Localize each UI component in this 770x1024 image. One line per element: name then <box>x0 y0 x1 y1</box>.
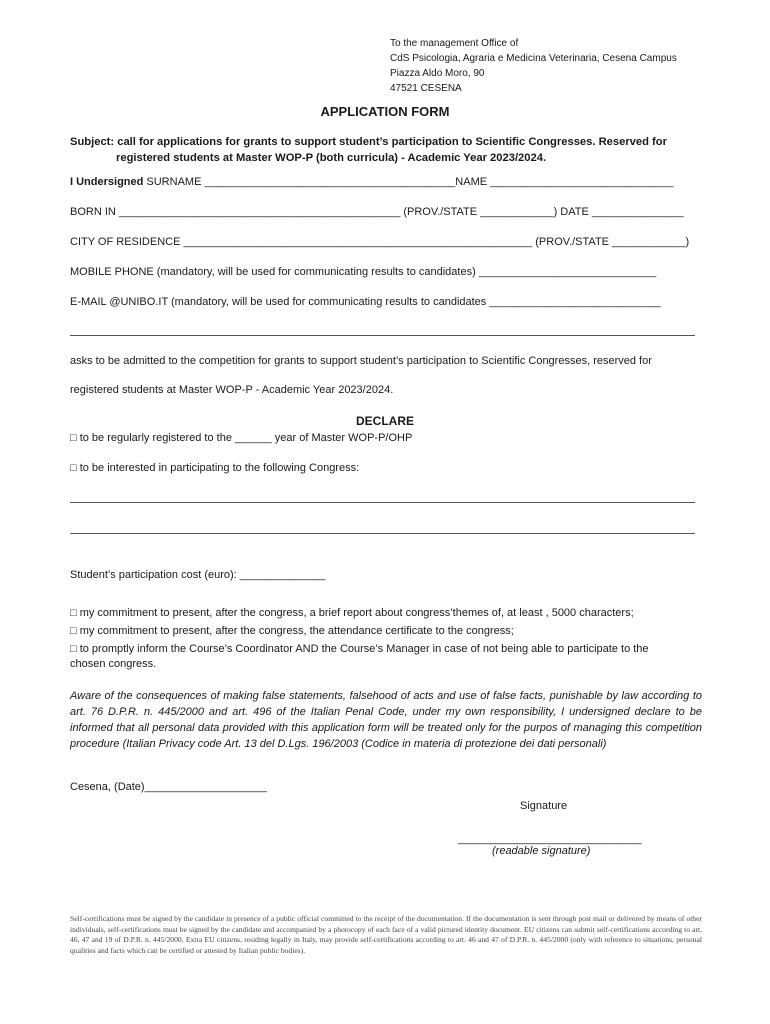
form-title: APPLICATION FORM <box>320 104 450 119</box>
recipient-line-4: 47521 CESENA <box>390 83 462 94</box>
recipient-line-3: Piazza Aldo Moro, 90 <box>390 68 485 79</box>
report-commitment-checkbox[interactable]: □ my commitment to present, after the congress, a brief report about congress’themes of, at least , 5000 characters; <box>70 607 634 619</box>
participation-cost-field[interactable]: Student’s participation cost (euro): ______________ <box>70 569 326 581</box>
congress-interest-checkbox[interactable]: □ to be interested in participating to the following Congress: <box>70 462 360 474</box>
signature-line[interactable]: ______________________________ <box>458 833 642 845</box>
inform-coordinator-continued: chosen congress. <box>70 658 157 670</box>
admission-line-2: registered students at Master WOP-P - Academic Year 2023/2024. <box>70 384 394 396</box>
date-field[interactable]: Cesena, (Date)____________________ <box>70 781 267 793</box>
recipient-line-2: CdS Psicologia, Agraria e Medicina Veterinaria, Cesena Campus <box>390 53 677 64</box>
email-field[interactable]: E-MAIL @UNIBO.IT (mandatory, will be used for communicating results to candidates ____________________________ <box>70 296 661 308</box>
subject-line-2: registered students at Master WOP-P (both curricula) - Academic Year 2023/2024. <box>116 152 547 164</box>
blank-line[interactable] <box>70 335 695 336</box>
attendance-commitment-checkbox[interactable]: □ my commitment to present, after the congress, the attendance certificate to the congress; <box>70 625 514 637</box>
mobile-phone-field[interactable]: MOBILE PHONE (mandatory, will be used for communicating results to candidates) _____________________________ <box>70 266 657 278</box>
signature-label: Signature <box>520 800 568 812</box>
congress-line-2[interactable] <box>70 533 695 534</box>
recipient-line-1: To the management Office of <box>390 38 519 49</box>
declare-heading: DECLARE <box>355 414 414 428</box>
surname-name-field[interactable]: SURNAME _________________________________________NAME ______________________________ <box>143 176 674 188</box>
signature-note: (readable signature) <box>492 845 591 857</box>
congress-line-1[interactable] <box>70 502 695 503</box>
awareness-statement: Aware of the consequences of making false statements, falsehood of acts and use of false facts, punishable by law according to art. 76 D.P.R. n. 445/2000 and art. 496 of the Italian Penal Code, under my own responsibility, I undersigned declare to be informed that all personal data provided with this application form will be treated only for the purpos of managing this competition procedure (Italian Privacy code Art. 13 del D.Lgs. 196/2003 (Codice in materia di protezione dei dati personali) <box>70 690 702 750</box>
footnote: Self-certifications must be signed by the candidate in presence of a public official committed to the receipt of the documentation. If the documentation is sent through post mail or delivered by means of other individuals, self-certifications must be signed by the candidate and accompanied by a photocopy of each face of a valid pictured identity document. EU citizens can submit self-certifications according to art. 46, 47 and 19 of D.P.R. n. 445/2000. Extra EU citizens, residing legally in Italy, may provide self-certifications according to art. 46 and 47 of D.P.R. n. 445/2000 (only with reference to situations, personal qualities and facts which can be certified or attested by Italian public bodies). <box>70 914 702 955</box>
residence-field[interactable]: CITY OF RESIDENCE _________________________________________________________ (PROV./STATE ____________) <box>70 236 690 248</box>
undersigned-row <box>70 176 674 188</box>
inform-coordinator-checkbox[interactable]: □ to promptly inform the Course’s Coordinator AND the Course’s Manager in case of not being able to participate to the <box>70 643 649 655</box>
undersigned-label: I Undersigned <box>70 176 144 188</box>
year-registration-checkbox[interactable]: □ to be regularly registered to the ______ year of Master WOP-P/OHP <box>70 432 413 444</box>
recipient-address <box>390 36 677 96</box>
subject-block <box>70 134 702 166</box>
birth-field[interactable]: BORN IN ______________________________________________ (PROV./STATE ____________) DATE _______________ <box>70 206 684 218</box>
admission-line-1: asks to be admitted to the competition for grants to support student’s participation to Scientific Congresses, reserved for <box>70 355 652 367</box>
subject-line-1: Subject: call for applications for grants to support student’s participation to Scientific Congresses. Reserved for <box>70 136 667 148</box>
